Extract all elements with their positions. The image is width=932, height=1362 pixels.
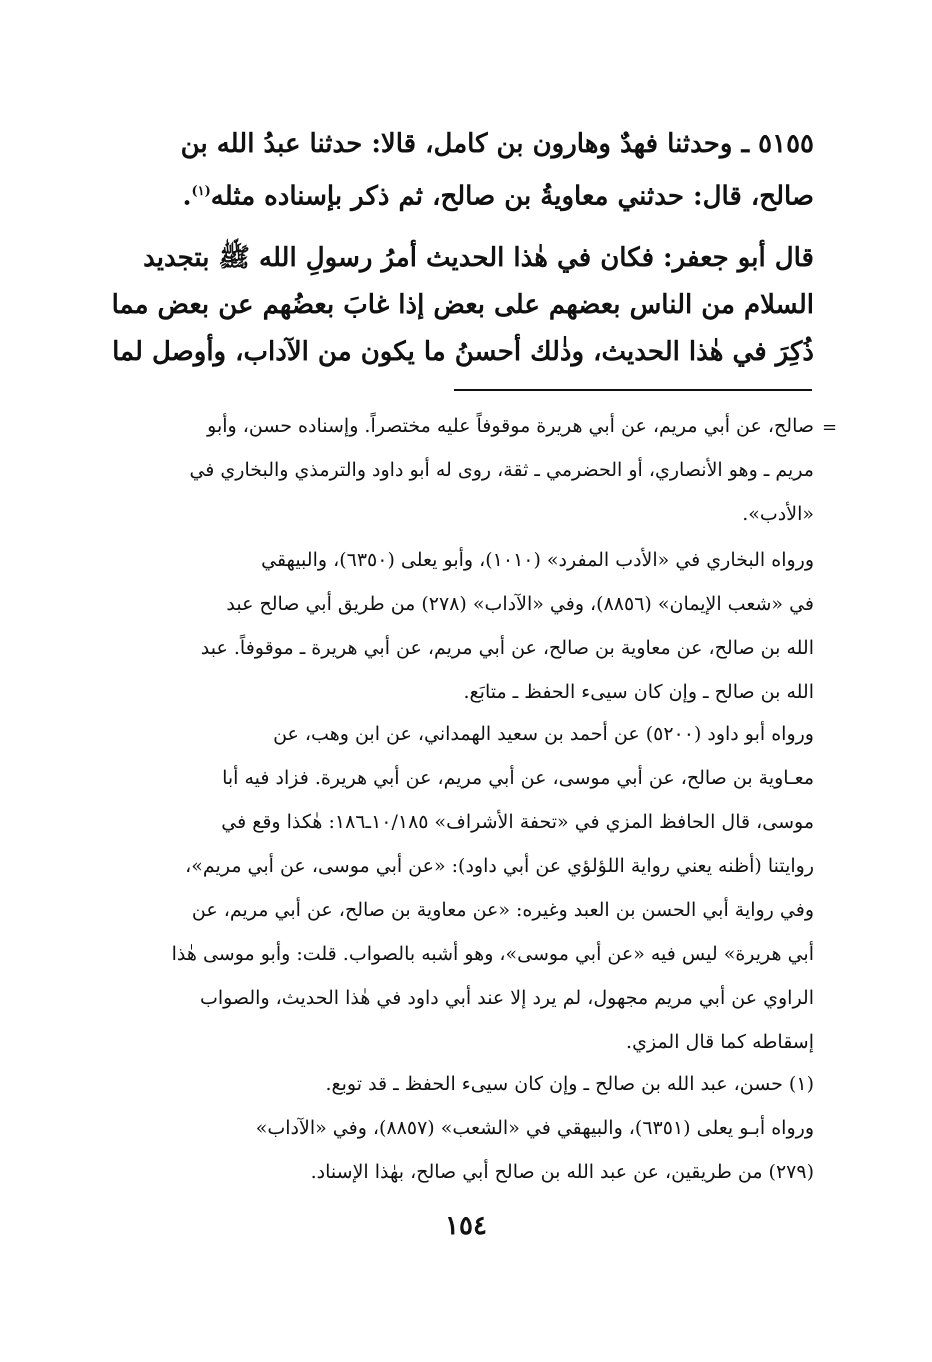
commentary-text [108,235,814,376]
hadith-text [108,121,814,221]
footnote-paragraph-3 [108,712,814,1064]
footnote-line: موسى، قال الحافظ المزي في «تحفة الأشراف» ١٠/١٨٥ـ١٨٦: هٰكذا وقع في [221,811,814,833]
footnote-paragraph-4 [108,1106,814,1194]
footnote-line: مريم ـ وهو الأنصاري، أو الحضرمي ـ ثقة، روى له أبو داود والترمذي والبخاري في [189,459,814,481]
footnote-line: صالح، عن أبي مريم، عن أبي هريرة موقوفاً عليه مختصراً. وإسناده حسن، وأبو [207,415,814,437]
footnote-line: (٢٧٩) من طريقين، عن عبد الله بن صالح أبي صالح، بهٰذا الإسناد. [310,1161,814,1183]
footnote-paragraph-1 [108,404,814,536]
footnote-line: «الأدب». [742,503,814,525]
commentary-line: ذُكِرَ في هٰذا الحديث، وذٰلك أحسنُ ما يكون من الآداب، وأوصل لما [112,337,814,367]
footnote-line: الراوي عن أبي مريم مجهول، لم يرد إلا عند أبي داود في هٰذا الحديث، والصواب [199,987,814,1009]
footnote-line: (١) حسن، عبد الله بن صالح ـ وإن كان سيىء الحفظ ـ قد توبع. [325,1073,814,1095]
commentary-line: السلام من الناس بعضهم على بعض إذا غابَ بعضُهم عن بعض مما [111,290,814,320]
commentary-line: قال أبو جعفر: فكان في هٰذا الحديث أمرُ رسولِ الله ﷺ بتجديد [143,243,814,273]
page-number: ١٥٤ [445,1211,487,1241]
footnote-continuation-mark: = [822,417,838,438]
footnote-separator [454,389,812,391]
footnote-line: إسقاطه كما قال المزي. [626,1031,814,1053]
footnote-line: ورواه أبو داود (٥٢٠٠) عن أحمد بن سعيد الهمداني، عن ابن وهب، عن [273,723,814,745]
footnote-line: وفي رواية أبي الحسن بن العبد وغيره: «عن معاوية بن صالح، عن أبي مريم، عن [191,899,814,921]
footnote-line: أبي هريرة» ليس فيه «عن أبي موسى»، وهو أشبه بالصواب. قلت: وأبو موسى هٰذا [171,943,814,965]
footnote-line: ورواه أبـو يعلى (٦٣٥١)، والبيهقي في «الشعب» (٨٨٥٧)، وفي «الآداب» [255,1117,814,1139]
footnote-line: ورواه البخاري في «الأدب المفرد» (١٠١٠)، وأبو يعلى (٦٣٥٠)، والبيهقي [261,549,814,571]
footnote-line: روايتنا (أظنه يعني رواية اللؤلؤي عن أبي داود): «عن أبي موسى، عن أبي مريم»، [185,855,814,877]
hadith-line: ٥١٥٥ ـ وحدثنا فهدٌ وهارون بن كامل، قالا: حدثنا عبدُ الله بن [180,129,814,159]
footnote-line: الله بن صالح، عن معاوية بن صالح، عن أبي مريم، عن أبي هريرة ـ موقوفاً. عبد [200,637,814,659]
footnote-paragraph-2 [108,538,814,714]
footnote-reference: (١) [191,184,211,199]
footnote-line: معـاوية بن صالح، عن أبي موسى، عن أبي مريم، عن أبي هريرة. فزاد فيه أبا [222,767,814,789]
footnote-line: في «شعب الإيمان» (٨٨٥٦)، وفي «الآداب» (٢٧٨) من طريق أبي صالح عبد [226,593,814,615]
footnote-line: الله بن صالح ـ وإن كان سيىء الحفظ ـ متابَع. [463,681,814,703]
footnote-1 [108,1062,814,1106]
hadith-line: صالح، قال: حدثني معاويةُ بن صالح، ثم ذكر بإسناده مثله$^{(١)}$. [182,181,814,212]
